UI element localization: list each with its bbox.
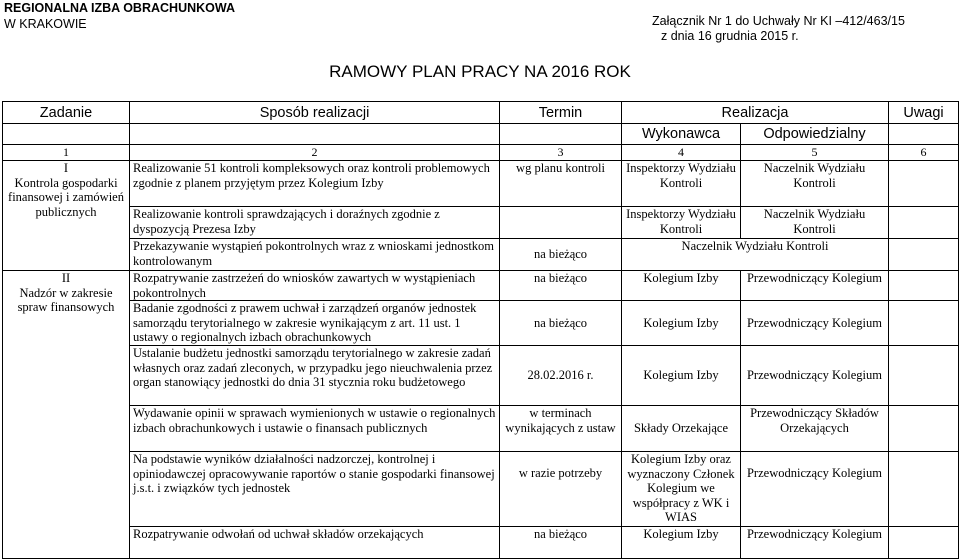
executor-cell: Kolegium Izby xyxy=(622,271,741,301)
method-cell: Na podstawie wyników działalności nadzorczej, kontrolnej i opiniodawczej opracowywanie raportów o stanie gospodarki finansowej j.s.t. i związków tych jednostek xyxy=(130,452,500,527)
col-responsible: Odpowiedzialny xyxy=(741,124,889,145)
method-cell: Badanie zgodności z prawem uchwał i zarządzeń organów jednostek samorządu terytorialnego w zakresie wynikającym z art. 11 ust. 1 ustawy o regionalnych izbach obrachunkowych xyxy=(130,301,500,346)
executor-cell: Inspektorzy Wydziału Kontroli xyxy=(622,161,741,207)
section-name: Nadzór w zakresie spraw finansowych xyxy=(17,285,115,314)
realization-merged-cell: Naczelnik Wydziału Kontroli xyxy=(622,239,889,271)
notes-cell xyxy=(889,346,959,406)
col-notes: Uwagi xyxy=(889,102,959,124)
table-row xyxy=(3,452,959,527)
notes-cell xyxy=(889,161,959,207)
responsible-cell: Naczelnik Wydziału Kontroli xyxy=(741,207,889,239)
annex-header xyxy=(652,14,905,44)
document-title: RAMOWY PLAN PRACY NA 2016 ROK xyxy=(329,62,631,81)
section-task xyxy=(3,271,130,559)
section-name: Kontrola gospodarki finansowej i zamówień publicznych xyxy=(8,175,124,219)
column-number-row xyxy=(3,145,959,161)
responsible-cell: Przewodniczący Kolegium xyxy=(741,271,889,301)
table-row xyxy=(3,346,959,406)
responsible-cell: Przewodniczący Kolegium xyxy=(741,346,889,406)
notes-cell xyxy=(889,301,959,346)
annex-reference: Załącznik Nr 1 do Uchwały Nr KI –412/463/15 xyxy=(652,14,905,28)
executor-cell: Składy Orzekające xyxy=(622,406,741,452)
executor-cell: Kolegium Izby xyxy=(622,527,741,559)
method-cell: Przekazywanie wystąpień pokontrolnych wraz z wnioskami jednostkom kontrolowanym xyxy=(130,239,500,271)
annex-date: z dnia 16 grudnia 2015 r. xyxy=(661,29,799,43)
method-cell: Ustalanie budżetu jednostki samorządu terytorialnego w zakresie zadań własnych oraz zadań zleconych, w przypadku jego nieuchwalenia przez organ stanowiący jednostki do dnia 31 stycznia roku budżetowego xyxy=(130,346,500,406)
col-realization: Realizacja xyxy=(622,102,889,124)
method-cell: Rozpatrywanie odwołań od uchwał składów orzekających xyxy=(130,527,500,559)
method-cell: Wydawanie opinii w sprawach wymienionych w ustawie o regionalnych izbach obrachunkowych i ustawie o finansach publicznych xyxy=(130,406,500,452)
responsible-cell: Przewodniczący Kolegium xyxy=(741,301,889,346)
organization-name: REGIONALNA IZBA OBRACHUNKOWA xyxy=(4,1,236,15)
deadline-cell: na bieżąco xyxy=(500,527,622,559)
col-deadline: Termin xyxy=(500,102,622,124)
table-row xyxy=(3,271,959,301)
deadline-cell: w razie potrzeby xyxy=(500,452,622,527)
table-row xyxy=(3,301,959,346)
col-number: 3 xyxy=(500,145,622,161)
table-row xyxy=(3,207,959,239)
table-row xyxy=(3,161,959,207)
col-executor: Wykonawca xyxy=(622,124,741,145)
col-number: 4 xyxy=(622,145,741,161)
deadline-cell: na bieżąco xyxy=(500,301,622,346)
deadline-cell: 28.02.2016 r. xyxy=(500,346,622,406)
deadline-cell: wg planu kontroli xyxy=(500,161,622,207)
organization-city: W KRAKOWIE xyxy=(4,17,87,31)
executor-cell: Kolegium Izby xyxy=(622,346,741,406)
section-task xyxy=(3,161,130,271)
deadline-cell xyxy=(500,207,622,239)
notes-cell xyxy=(889,207,959,239)
subheader-row xyxy=(3,124,959,145)
responsible-cell: Przewodniczący Kolegium xyxy=(741,452,889,527)
section-number: II xyxy=(61,271,71,285)
responsible-cell: Przewodniczący Składów Orzekających xyxy=(741,406,889,452)
col-number: 6 xyxy=(889,145,959,161)
method-cell: Realizowanie 51 kontroli kompleksowych oraz kontroli problemowych zgodnie z planem przyjętym przez Kolegium Izby xyxy=(130,161,500,207)
notes-cell xyxy=(889,239,959,271)
col-number: 1 xyxy=(3,145,130,161)
method-cell: Rozpatrywanie zastrzeżeń do wniosków zawartych w wystąpieniach pokontrolnych xyxy=(130,271,500,301)
col-number: 2 xyxy=(130,145,500,161)
executor-cell: Inspektorzy Wydziału Kontroli xyxy=(622,207,741,239)
col-method: Sposób realizacji xyxy=(130,102,500,124)
work-plan-table xyxy=(2,101,959,559)
executor-cell: Kolegium Izby xyxy=(622,301,741,346)
table-row xyxy=(3,406,959,452)
responsible-cell: Naczelnik Wydziału Kontroli xyxy=(741,161,889,207)
deadline-cell: na bieżąco xyxy=(500,271,622,301)
table-row xyxy=(3,527,959,559)
notes-cell xyxy=(889,527,959,559)
notes-cell xyxy=(889,271,959,301)
method-cell: Realizowanie kontroli sprawdzających i doraźnych zgodnie z dyspozycją Prezesa Izby xyxy=(130,207,500,239)
responsible-cell: Przewodniczący Kolegium xyxy=(741,527,889,559)
header-row xyxy=(3,102,959,124)
executor-cell: Kolegium Izby oraz wyznaczony Członek Kolegium we współpracy z WK i WIAS xyxy=(622,452,741,527)
deadline-cell: w terminach wynikających z ustaw xyxy=(500,406,622,452)
notes-cell xyxy=(889,452,959,527)
table-row xyxy=(3,239,959,271)
notes-cell xyxy=(889,406,959,452)
section-number: I xyxy=(63,161,69,175)
col-number: 5 xyxy=(741,145,889,161)
organization-header xyxy=(4,0,235,32)
deadline-cell: na bieżąco xyxy=(500,239,622,271)
col-task: Zadanie xyxy=(3,102,130,124)
